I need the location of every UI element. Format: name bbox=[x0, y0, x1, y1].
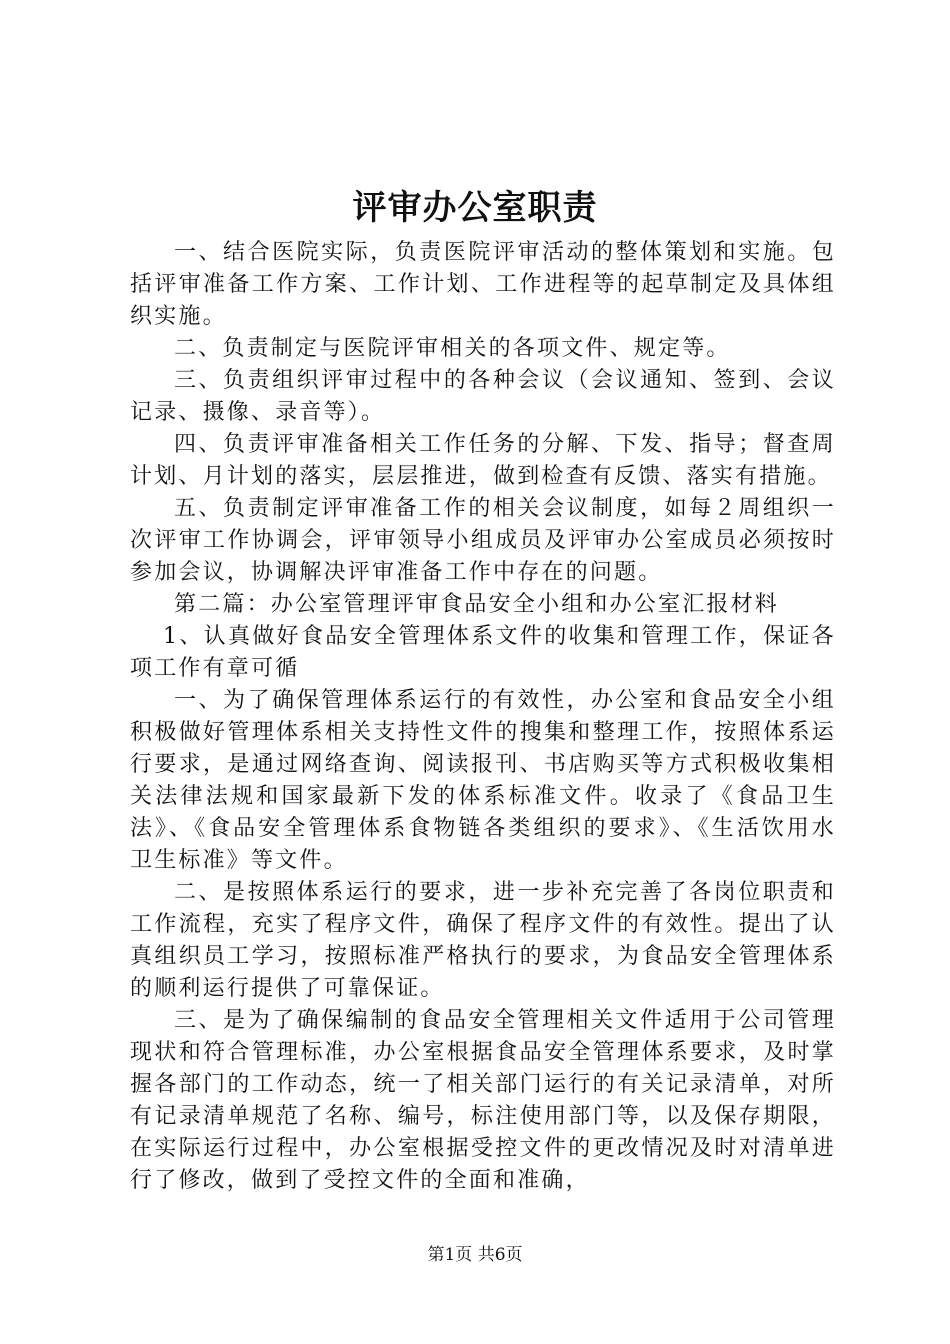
paragraph-4: 四、负责评审准备相关工作任务的分解、下发、指导；督查周计划、月计划的落实，层层推进，做到检查有反馈、落实有措施。 bbox=[130, 432, 836, 489]
document-body bbox=[130, 237, 836, 1197]
paragraph-3: 三、负责组织评审过程中的各种会议（会议通知、签到、会议记录、摄像、录音等）。 bbox=[130, 368, 836, 425]
paragraph-1: 一、结合医院实际，负责医院评审活动的整体策划和实施。包括评审准备工作方案、工作计划、工作进程等的起草制定及具体组织实施。 bbox=[130, 240, 836, 329]
paragraph-9: 三、是为了确保编制的食品安全管理相关文件适用于公司管理现状和符合管理标准，办公室根据食品安全管理体系要求，及时掌握各部门的工作动态，统一了相关部门运行的有关记录清单，对所有记录清单规范了名称、编号，标注使用部门等，以及保存期限，在实际运行过程中，办公室根据受控文件的更改情况及时对清单进行了修改，做到了受控文件的全面和准确， bbox=[130, 1008, 836, 1193]
page-footer: 第1页 共6页 bbox=[427, 1245, 523, 1265]
section-heading: 第二篇：办公室管理评审食品安全小组和办公室汇报材料 bbox=[174, 592, 780, 617]
document-title: 评审办公室职责 bbox=[352, 188, 598, 228]
paragraph-2: 二、负责制定与医院评审相关的各项文件、规定等。 bbox=[174, 336, 731, 361]
paragraph-5: 五、负责制定评审准备工作的相关会议制度，如每２周组织一次评审工作协调会，评审领导小组成员及评审办公室成员必须按时参加会议，协调解决评审准备工作中存在的问题。 bbox=[130, 496, 836, 585]
paragraph-8: 二、是按照体系运行的要求，进一步补充完善了各岗位职责和工作流程，充实了程序文件，确保了程序文件的有效性。提出了认真组织员工学习，按照标准严格执行的要求，为食品安全管理体系的顺利运行提供了可靠保证。 bbox=[130, 880, 836, 1001]
paragraph-7: 一、为了确保管理体系运行的有效性，办公室和食品安全小组积极做好管理体系相关支持性文件的搜集和整理工作，按照体系运行要求，是通过网络查询、阅读报刊、书店购买等方式积极收集相关法律法规和国家最新下发的体系标准文件。收录了《食品卫生法》、《食品安全管理体系食物链各类组织的要求》、《生活饮用水卫生标准》等文件。 bbox=[130, 688, 836, 873]
paragraph-6: 1、认真做好食品安全管理体系文件的收集和管理工作，保证各项工作有章可循 bbox=[130, 624, 836, 681]
